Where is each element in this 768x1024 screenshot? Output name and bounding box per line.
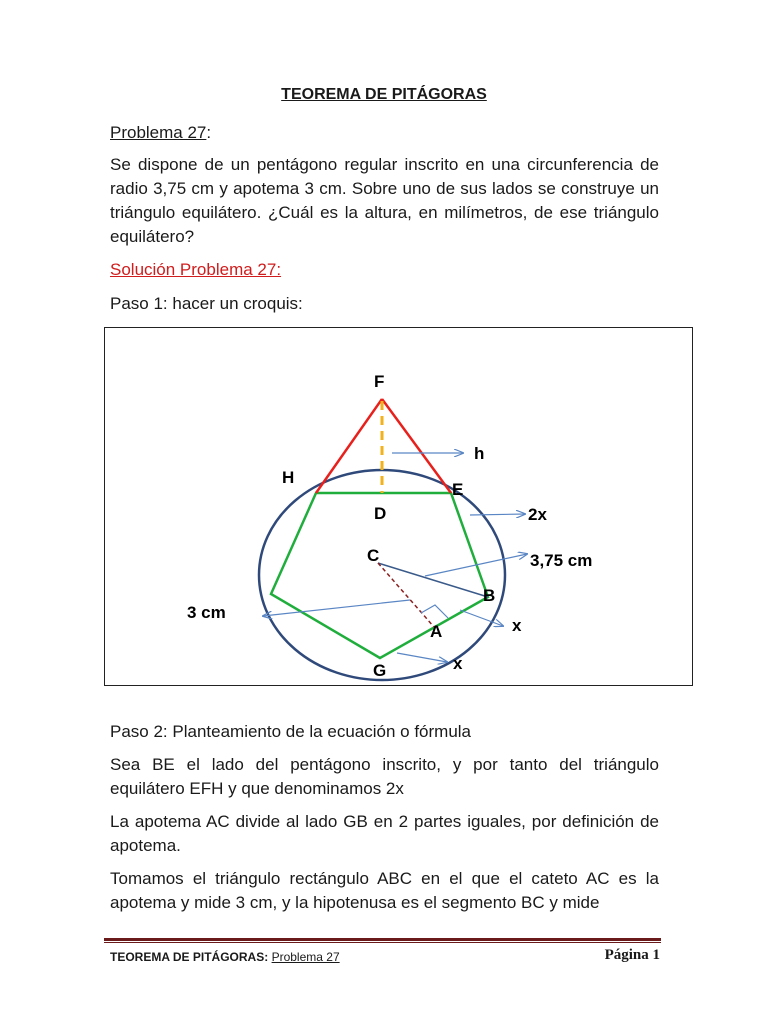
apothem-line <box>378 563 434 627</box>
label-x-upper: x <box>512 616 522 635</box>
footer-rule <box>104 938 661 941</box>
arrow-radius <box>425 554 527 576</box>
arrow-x-lower <box>397 653 447 662</box>
paragraph-1: Sea BE el lado del pentágono inscrito, y por tanto del triángulo equilátero EFH y que denominamos 2x <box>110 755 659 798</box>
radius-line <box>378 563 488 597</box>
label-point-a: A <box>430 622 443 641</box>
problem-heading-colon: : <box>206 123 212 142</box>
sketch-figure <box>104 327 693 686</box>
label-point-g: G <box>373 661 387 680</box>
footer-title-sub: Problema 27 <box>271 950 340 964</box>
label-h: h <box>474 444 485 463</box>
page-number: Página 1 <box>604 947 660 963</box>
sketch-svg <box>105 328 694 687</box>
triangle-side-hf <box>316 399 382 493</box>
label-point-e: E <box>452 480 464 499</box>
label-point-f: F <box>374 372 385 391</box>
paragraph-3: Tomamos el triángulo rectángulo ABC en el que el cateto AC es la apotema y mide 3 cm, y la hipotenusa es el segmento BC y mide <box>110 869 659 912</box>
triangle-side-fe <box>382 399 451 493</box>
arrow-2x <box>470 514 525 515</box>
footer-rule-thin <box>104 942 661 943</box>
label-point-b: B <box>483 586 496 605</box>
footer-title-main: TEOREMA DE PITÁGORAS: <box>110 950 269 964</box>
problem-heading-label: Problema 27 <box>110 123 207 142</box>
label-radius: 3,75 cm <box>530 551 593 570</box>
solution-heading <box>110 258 659 282</box>
label-point-c: C <box>367 546 380 565</box>
step-2: Paso 2: Planteamiento de la ecuación o fórmula <box>110 722 472 741</box>
label-2x: 2x <box>528 505 547 524</box>
label-x-lower: x <box>453 654 463 673</box>
step-1: Paso 1: hacer un croquis: <box>110 294 303 313</box>
paragraph-2: La apotema AC divide al lado GB en 2 partes iguales, por definición de apotema. <box>110 812 659 855</box>
label-point-h: H <box>282 468 295 487</box>
label-apothem: 3 cm <box>187 603 226 622</box>
problem-statement: Se dispone de un pentágono regular inscrito en una circunferencia de radio 3,75 cm y apotema 3 cm. Sobre uno de sus lados se construye un triángulo equilátero. ¿Cuál es la altura, en milímetros, de ese triángulo equilátero? <box>110 155 659 246</box>
problem-heading <box>110 121 659 145</box>
document-title: TEOREMA DE PITÁGORAS <box>281 86 487 103</box>
footer-title <box>110 950 340 964</box>
circumscribed-circle <box>259 470 505 680</box>
label-point-d: D <box>374 504 387 523</box>
solution-heading-label: Solución Problema 27: <box>110 260 282 279</box>
